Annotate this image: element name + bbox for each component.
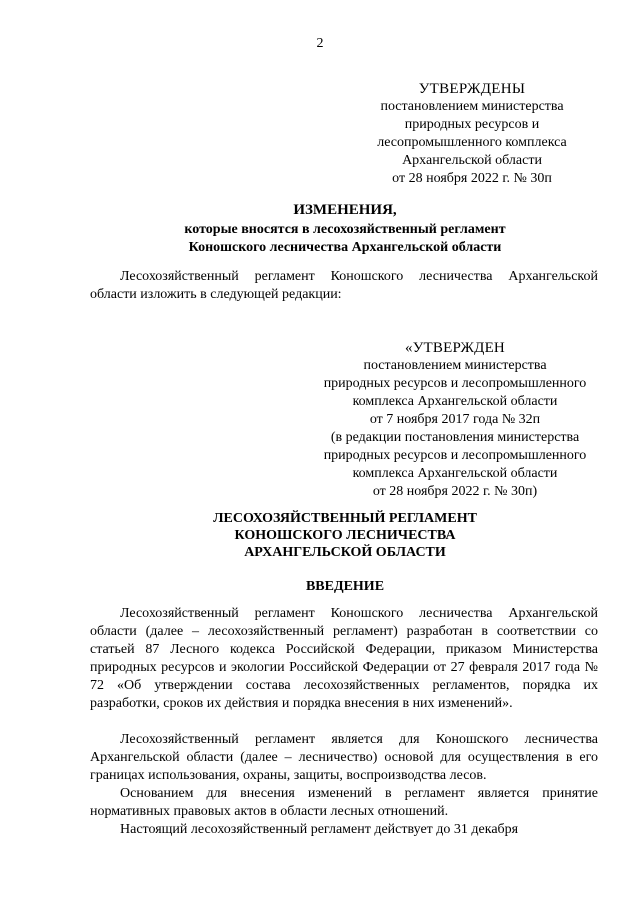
body-paragraph: Настоящий лесохозяйственный регламент действует до 31 декабря — [120, 822, 519, 837]
quoted-approval-block — [305, 339, 605, 501]
quoted-approval-line: комплекса Архангельской области — [352, 466, 558, 481]
quoted-approval-line: (в редакции постановления министерства — [330, 430, 580, 445]
regulation-title — [90, 510, 600, 561]
approval-line: природных ресурсов и — [404, 117, 540, 132]
quoted-approval-line: от 28 ноября 2022 г. № 30п) — [372, 484, 538, 499]
body-paragraph: Лесохозяйственный регламент является для Коношского лесничества Архангельской области (далее – лесничество) основой для осуществления в его границах использования, охраны, защиты, воспроизводства лесов. — [90, 732, 598, 783]
quoted-approval-line: природных ресурсов и лесопромышленного — [323, 376, 587, 391]
approval-line: Архангельской области — [402, 153, 542, 168]
changes-title: ИЗМЕНЕНИЯ, — [293, 202, 397, 218]
quoted-approval-line: постановлением министерства — [363, 358, 547, 373]
regulation-title-line: АРХАНГЕЛЬСКОЙ ОБЛАСТИ — [244, 545, 446, 560]
body-paragraph: Лесохозяйственный регламент Коношского лесничества Архангельской области (далее – лесохозяйственный регламент) разработан в соответствии со статьей 87 Лесного кодекса Российской Федерации, приказом Министерства природных ресурсов и экологии Российской Федерации от 27 февраля 2017 года № 72 «Об утверждении состава лесохозяйственных регламентов, порядка их разработки, сроков их действия и порядка внесения в них изменений». — [90, 606, 598, 711]
approval-block — [372, 80, 572, 188]
changes-subtitle-line: которые вносятся в лесохозяйственный регламент — [184, 222, 506, 237]
changes-subtitle-line: Коношского лесничества Архангельской области — [188, 240, 502, 255]
approval-line: от 28 ноября 2022 г. № 30п — [392, 171, 552, 186]
quoted-approval-line: комплекса Архангельской области — [352, 394, 558, 409]
quoted-approval-line: от 7 ноября 2017 года № 32п — [369, 412, 541, 427]
approval-line: лесопромышленного комплекса — [377, 135, 567, 150]
body-paragraph: Основанием для внесения изменений в регламент является принятие нормативных правовых актов в области лесных отношений. — [90, 786, 598, 819]
approval-heading: УТВЕРЖДЕНЫ — [418, 81, 526, 97]
changes-subtitle — [90, 221, 600, 257]
intro-heading: ВВЕДЕНИЕ — [305, 579, 385, 594]
quoted-approval-heading: «УТВЕРЖДЕН — [405, 340, 505, 356]
regulation-title-line: КОНОШСКОГО ЛЕСНИЧЕСТВА — [234, 528, 456, 543]
quoted-approval-line: природных ресурсов и лесопромышленного — [323, 448, 587, 463]
regulation-title-line: ЛЕСОХОЗЯЙСТВЕННЫЙ РЕГЛАМЕНТ — [213, 511, 477, 526]
preamble-paragraph: Лесохозяйственный регламент Коношского лесничества Архангельской области изложить в следующей редакции: — [90, 269, 598, 302]
page-number: 2 — [316, 36, 324, 51]
approval-line: постановлением министерства — [380, 99, 564, 114]
